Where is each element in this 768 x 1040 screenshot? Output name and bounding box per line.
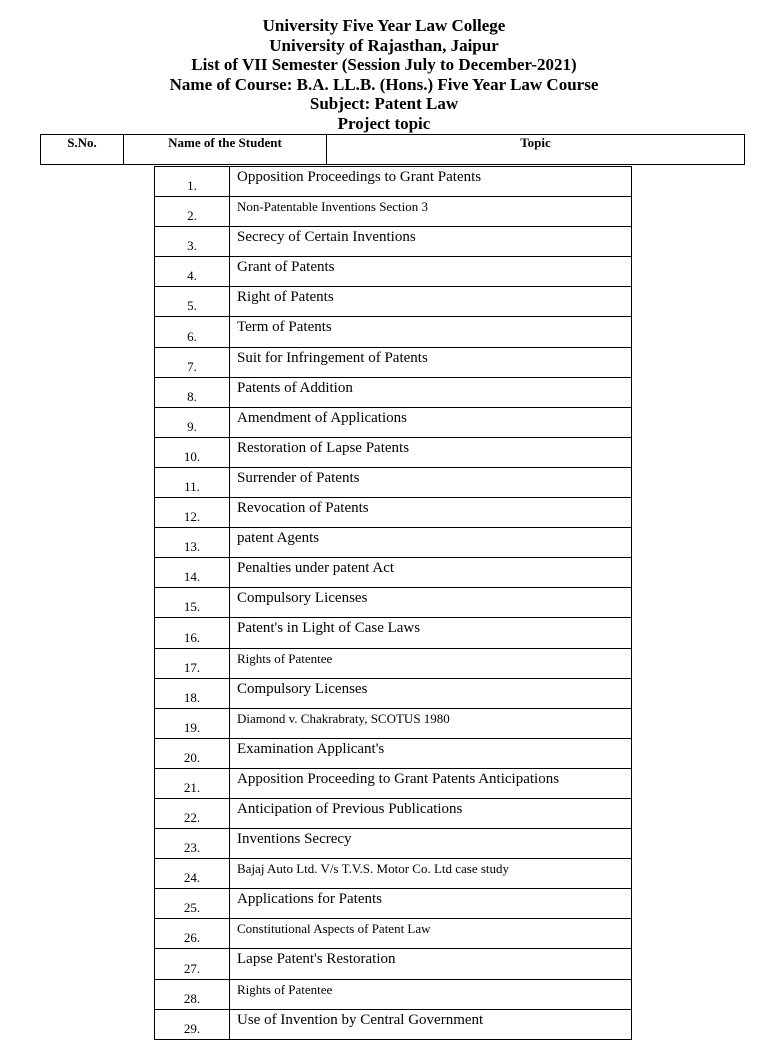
table-row	[155, 167, 632, 197]
row-topic: Examination Applicant's	[230, 738, 632, 768]
table-row	[155, 919, 632, 949]
row-topic: Restoration of Lapse Patents	[230, 437, 632, 467]
row-number: 20.	[155, 738, 230, 768]
row-topic: Penalties under patent Act	[230, 558, 632, 588]
row-topic: Use of Invention by Central Government	[230, 1009, 632, 1039]
row-number: 3.	[155, 227, 230, 257]
row-topic: Anticipation of Previous Publications	[230, 798, 632, 828]
row-topic: Patent's in Light of Case Laws	[230, 618, 632, 648]
topic-rows	[155, 167, 632, 1040]
column-header-table	[40, 134, 745, 165]
table-row	[155, 618, 632, 648]
table-row	[155, 708, 632, 738]
row-number: 4.	[155, 257, 230, 287]
row-number: 25.	[155, 889, 230, 919]
row-topic: Revocation of Patents	[230, 498, 632, 528]
table-row	[155, 738, 632, 768]
row-topic: Rights of Patentee	[230, 648, 632, 678]
row-topic: Diamond v. Chakrabraty, SCOTUS 1980	[230, 708, 632, 738]
row-number: 21.	[155, 768, 230, 798]
row-number: 11.	[155, 467, 230, 497]
table-row	[155, 407, 632, 437]
table-row	[155, 768, 632, 798]
row-topic: Patents of Addition	[230, 377, 632, 407]
college-name: University Five Year Law College	[262, 16, 506, 35]
row-number: 7.	[155, 347, 230, 377]
row-number: 10.	[155, 437, 230, 467]
table-row	[155, 287, 632, 317]
table-row	[155, 678, 632, 708]
project-topic-heading: Project topic	[337, 113, 431, 133]
table-row	[155, 377, 632, 407]
subject-name: Subject: Patent Law	[309, 94, 459, 114]
row-topic: Amendment of Applications	[230, 407, 632, 437]
row-topic: Apposition Proceeding to Grant Patents Anticipations	[230, 768, 632, 798]
university-name: University of Rajasthan, Jaipur	[269, 35, 499, 55]
table-row	[155, 498, 632, 528]
row-number: 19.	[155, 708, 230, 738]
row-number: 8.	[155, 377, 230, 407]
table-row	[155, 347, 632, 377]
student-name-column-header: Name of the Student	[124, 135, 327, 165]
row-topic: Surrender of Patents	[230, 467, 632, 497]
row-number: 23.	[155, 829, 230, 859]
row-number: 22.	[155, 798, 230, 828]
row-topic: Right of Patents	[230, 287, 632, 317]
sno-column-header: S.No.	[41, 135, 124, 165]
row-number: 9.	[155, 407, 230, 437]
course-name: Name of Course: B.A. LL.B. (Hons.) Five Year Law Course	[169, 74, 599, 94]
table-row	[155, 227, 632, 257]
row-number: 18.	[155, 678, 230, 708]
table-row	[155, 588, 632, 618]
topic-column-header: Topic	[327, 135, 745, 165]
semester-list-title: List of VII Semester (Session July to December-2021)	[191, 55, 577, 75]
table-row	[155, 467, 632, 497]
row-number: 29.	[155, 1009, 230, 1039]
document-header	[0, 16, 768, 134]
row-topic: Suit for Infringement of Patents	[230, 347, 632, 377]
row-topic: Rights of Patentee	[230, 979, 632, 1009]
row-number: 15.	[155, 588, 230, 618]
row-number: 28.	[155, 979, 230, 1009]
row-topic: Inventions Secrecy	[230, 829, 632, 859]
row-number: 14.	[155, 558, 230, 588]
row-number: 13.	[155, 528, 230, 558]
row-topic: Constitutional Aspects of Patent Law	[230, 919, 632, 949]
row-number: 26.	[155, 919, 230, 949]
row-topic: Term of Patents	[230, 317, 632, 347]
row-number: 27.	[155, 949, 230, 979]
row-topic: Secrecy of Certain Inventions	[230, 227, 632, 257]
table-row	[155, 257, 632, 287]
table-row	[155, 979, 632, 1009]
table-row	[155, 197, 632, 227]
table-row	[155, 949, 632, 979]
row-number: 6.	[155, 317, 230, 347]
row-number: 2.	[155, 197, 230, 227]
table-row	[155, 859, 632, 889]
row-number: 24.	[155, 859, 230, 889]
row-number: 1.	[155, 167, 230, 197]
row-topic: Compulsory Licenses	[230, 678, 632, 708]
row-topic: Non-Patentable Inventions Section 3	[230, 197, 632, 227]
row-topic: Bajaj Auto Ltd. V/s T.V.S. Motor Co. Ltd case study	[230, 859, 632, 889]
table-row	[155, 1009, 632, 1039]
row-topic: patent Agents	[230, 528, 632, 558]
row-topic: Applications for Patents	[230, 889, 632, 919]
table-row	[155, 558, 632, 588]
table-row	[155, 317, 632, 347]
row-topic: Lapse Patent's Restoration	[230, 949, 632, 979]
table-row	[155, 889, 632, 919]
row-number: 5.	[155, 287, 230, 317]
table-row	[155, 798, 632, 828]
row-number: 12.	[155, 498, 230, 528]
table-row	[155, 648, 632, 678]
table-row	[155, 829, 632, 859]
table-row	[155, 528, 632, 558]
table-row	[155, 437, 632, 467]
row-number: 16.	[155, 618, 230, 648]
row-topic: Compulsory Licenses	[230, 588, 632, 618]
row-topic: Opposition Proceedings to Grant Patents	[230, 167, 632, 197]
row-number: 17.	[155, 648, 230, 678]
row-topic: Grant of Patents	[230, 257, 632, 287]
topic-list-table	[154, 166, 632, 1040]
